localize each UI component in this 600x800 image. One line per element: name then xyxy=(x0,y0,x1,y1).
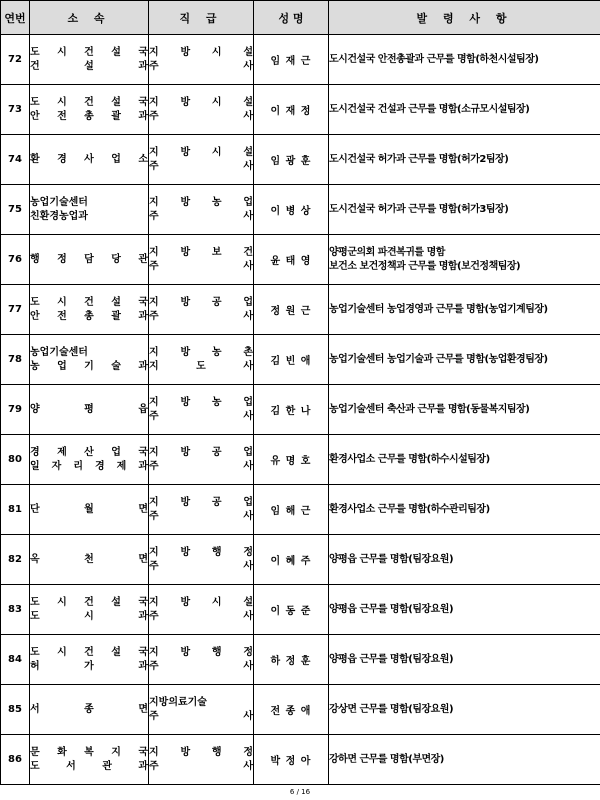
appointment-note xyxy=(329,235,600,285)
rank-line-2: 주 사 xyxy=(149,60,253,72)
rank-line-1: 지 방 행 정 xyxy=(149,746,253,758)
note-line: 도시건설국 건설과 근무를 명함(소규모시설팀장) xyxy=(329,103,530,115)
dept-line-2: 허 가 과 xyxy=(30,660,148,672)
rank-line-2: 주 사 xyxy=(149,660,253,672)
appointment-note xyxy=(329,385,600,435)
note-line: 농업기술센터 농업경영과 근무를 명함(농업기계팀장) xyxy=(329,303,548,315)
person-name: 이 혜 주 xyxy=(254,535,329,585)
dept-line-2: 친환경농업과 xyxy=(30,210,88,222)
dept-line-1: 단 월 면 xyxy=(30,503,148,515)
rank-line-1: 지 방 시 설 xyxy=(149,46,253,58)
dept-cell xyxy=(30,685,149,735)
dept-line-2: 도 시 과 xyxy=(30,610,148,622)
appointment-note xyxy=(329,735,600,785)
rank-cell xyxy=(149,35,254,85)
rank-line-1: 지 방 농 업 xyxy=(149,396,253,408)
note-line: 보건소 보건정책과 근무를 명함(보건정책팀장) xyxy=(329,260,521,272)
dept-cell xyxy=(30,535,149,585)
rank-cell xyxy=(149,735,254,785)
dept-line-2: 도 서 관 과 xyxy=(30,760,148,772)
person-name: 유 명 호 xyxy=(254,435,329,485)
rank-line-2: 주 사 xyxy=(149,460,253,472)
table-row xyxy=(1,135,600,185)
note-line: 도시건설국 허가과 근무를 명함(허가2팀장) xyxy=(329,153,509,165)
note-line: 강하면 근무를 명함(부면장) xyxy=(329,753,444,765)
person-name: 전 종 애 xyxy=(254,685,329,735)
rank-line-2: 지 도 사 xyxy=(149,360,253,372)
appointment-note xyxy=(329,135,600,185)
table-row xyxy=(1,535,600,585)
person-name: 윤 태 영 xyxy=(254,235,329,285)
row-number: 80 xyxy=(1,435,30,485)
rank-cell xyxy=(149,385,254,435)
appointment-note xyxy=(329,435,600,485)
appointment-note xyxy=(329,185,600,235)
table-row xyxy=(1,85,600,135)
row-number: 85 xyxy=(1,685,30,735)
appointment-note xyxy=(329,285,600,335)
dept-cell xyxy=(30,735,149,785)
rank-cell xyxy=(149,585,254,635)
appointment-note xyxy=(329,485,600,535)
dept-line-1: 도 시 건 설 국 xyxy=(30,296,148,308)
rank-line-1: 지 방 농 업 xyxy=(149,196,253,208)
row-number: 84 xyxy=(1,635,30,685)
rank-line-1: 지 방 시 설 xyxy=(149,146,253,158)
rank-line-1: 지 방 공 업 xyxy=(149,496,253,508)
dept-line-1: 경 제 산 업 국 xyxy=(30,446,148,458)
rank-line-1: 지방의료기술 xyxy=(149,696,207,708)
table-row xyxy=(1,385,600,435)
rank-line-1: 지 방 시 설 xyxy=(149,96,253,108)
rank-line-2: 주 사 xyxy=(149,610,253,622)
table-body xyxy=(1,35,600,785)
header-note: 발 령 사 항 xyxy=(329,1,600,35)
dept-cell xyxy=(30,585,149,635)
dept-line-1: 도 시 건 설 국 xyxy=(30,46,148,58)
appointment-note xyxy=(329,35,600,85)
dept-line-1: 문 화 복 지 국 xyxy=(30,746,148,758)
appointment-note xyxy=(329,585,600,635)
dept-line-2: 안 전 총 괄 과 xyxy=(30,310,148,322)
rank-line-2: 주 사 xyxy=(149,260,253,272)
note-line: 환경사업소 근무를 명함(하수관리팀장) xyxy=(329,503,490,515)
rank-line-1: 지 방 행 정 xyxy=(149,646,253,658)
table-row xyxy=(1,585,600,635)
rank-cell xyxy=(149,335,254,385)
dept-cell xyxy=(30,635,149,685)
row-number: 83 xyxy=(1,585,30,635)
appointment-note xyxy=(329,685,600,735)
dept-line-1: 양 평 읍 xyxy=(30,403,148,415)
rank-cell xyxy=(149,185,254,235)
dept-line-1: 옥 천 면 xyxy=(30,553,148,565)
header-rank: 직 급 xyxy=(149,1,254,35)
rank-line-2: 주 사 xyxy=(149,410,253,422)
rank-line-2: 주 사 xyxy=(149,760,253,772)
row-number: 79 xyxy=(1,385,30,435)
person-name: 김 빈 애 xyxy=(254,335,329,385)
rank-cell xyxy=(149,485,254,535)
person-name: 정 원 근 xyxy=(254,285,329,335)
page-number: 6 / 16 xyxy=(289,788,311,796)
dept-cell xyxy=(30,335,149,385)
dept-cell xyxy=(30,185,149,235)
rank-line-1: 지 방 농 촌 xyxy=(149,346,253,358)
appointment-note xyxy=(329,635,600,685)
table-row xyxy=(1,635,600,685)
dept-cell xyxy=(30,35,149,85)
table-row xyxy=(1,185,600,235)
person-name: 김 한 나 xyxy=(254,385,329,435)
rank-line-2: 주 사 xyxy=(149,710,253,722)
person-name: 박 정 아 xyxy=(254,735,329,785)
rank-cell xyxy=(149,235,254,285)
dept-line-1: 도 시 건 설 국 xyxy=(30,96,148,108)
dept-cell xyxy=(30,435,149,485)
row-number: 82 xyxy=(1,535,30,585)
rank-line-1: 지 방 공 업 xyxy=(149,296,253,308)
dept-line-1: 농업기술센터 xyxy=(30,196,88,208)
note-line: 강상면 근무를 명함(팀장요원) xyxy=(329,703,454,715)
row-number: 86 xyxy=(1,735,30,785)
header-no: 연번 xyxy=(1,1,30,35)
table-row xyxy=(1,735,600,785)
row-number: 78 xyxy=(1,335,30,385)
rank-line-2: 주 사 xyxy=(149,210,253,222)
rank-cell xyxy=(149,635,254,685)
note-line: 도시건설국 허가과 근무를 명함(허가3팀장) xyxy=(329,203,509,215)
dept-line-1: 도 시 건 설 국 xyxy=(30,596,148,608)
person-name: 임 광 훈 xyxy=(254,135,329,185)
table-header-row xyxy=(1,1,600,35)
note-line: 양평읍 근무를 명함(팀장요원) xyxy=(329,553,454,565)
dept-cell xyxy=(30,235,149,285)
note-line: 양평군의회 파견복귀를 명함 xyxy=(329,246,445,258)
table-row xyxy=(1,335,600,385)
rank-cell xyxy=(149,685,254,735)
table-row xyxy=(1,435,600,485)
dept-line-1: 농업기술센터 xyxy=(30,346,88,358)
rank-line-2: 주 사 xyxy=(149,560,253,572)
rank-line-1: 지 방 시 설 xyxy=(149,596,253,608)
rank-line-2: 주 사 xyxy=(149,310,253,322)
row-number: 76 xyxy=(1,235,30,285)
appointment-note xyxy=(329,85,600,135)
dept-line-2: 건 설 과 xyxy=(30,60,148,72)
dept-line-2: 농 업 기 술 과 xyxy=(30,360,148,372)
person-name: 이 재 정 xyxy=(254,85,329,135)
dept-cell xyxy=(30,135,149,185)
table-row xyxy=(1,685,600,735)
header-name: 성 명 xyxy=(254,1,329,35)
table-row xyxy=(1,285,600,335)
row-number: 81 xyxy=(1,485,30,535)
note-line: 양평읍 근무를 명함(팀장요원) xyxy=(329,603,454,615)
rank-cell xyxy=(149,85,254,135)
table-row xyxy=(1,235,600,285)
rank-line-2: 주 사 xyxy=(149,110,253,122)
dept-cell xyxy=(30,485,149,535)
row-number: 75 xyxy=(1,185,30,235)
rank-cell xyxy=(149,535,254,585)
table-row xyxy=(1,35,600,85)
dept-line-1: 도 시 건 설 국 xyxy=(30,646,148,658)
header-dept: 소 속 xyxy=(30,1,149,35)
person-name: 이 동 준 xyxy=(254,585,329,635)
person-name: 임 해 근 xyxy=(254,485,329,535)
note-line: 도시건설국 안전총괄과 근무를 명함(하천시설팀장) xyxy=(329,53,539,65)
rank-line-2: 주 사 xyxy=(149,160,253,172)
note-line: 농업기술센터 농업기술과 근무를 명함(농업환경팀장) xyxy=(329,353,548,365)
dept-line-2: 일 자 리 경 제 과 xyxy=(30,460,148,472)
dept-line-2: 안 전 총 괄 과 xyxy=(30,110,148,122)
rank-line-2: 주 사 xyxy=(149,510,253,522)
person-name: 이 병 상 xyxy=(254,185,329,235)
row-number: 72 xyxy=(1,35,30,85)
dept-cell xyxy=(30,85,149,135)
dept-line-1: 서 종 면 xyxy=(30,703,148,715)
dept-line-1: 환 경 사 업 소 xyxy=(30,153,148,165)
rank-line-1: 지 방 보 건 xyxy=(149,246,253,258)
dept-line-1: 행 정 담 당 관 xyxy=(30,253,148,265)
note-line: 양평읍 근무를 명함(팀장요원) xyxy=(329,653,454,665)
row-number: 73 xyxy=(1,85,30,135)
row-number: 74 xyxy=(1,135,30,185)
table-row xyxy=(1,485,600,535)
person-name: 하 정 훈 xyxy=(254,635,329,685)
dept-cell xyxy=(30,385,149,435)
appointment-note xyxy=(329,535,600,585)
row-number: 77 xyxy=(1,285,30,335)
rank-cell xyxy=(149,135,254,185)
dept-cell xyxy=(30,285,149,335)
note-line: 농업기술센터 축산과 근무를 명함(동물복지팀장) xyxy=(329,403,530,415)
appointment-note xyxy=(329,335,600,385)
rank-cell xyxy=(149,285,254,335)
rank-line-1: 지 방 행 정 xyxy=(149,546,253,558)
note-line: 환경사업소 근무를 명함(하수시설팀장) xyxy=(329,453,490,465)
person-name: 임 재 근 xyxy=(254,35,329,85)
rank-line-1: 지 방 공 업 xyxy=(149,446,253,458)
rank-cell xyxy=(149,435,254,485)
